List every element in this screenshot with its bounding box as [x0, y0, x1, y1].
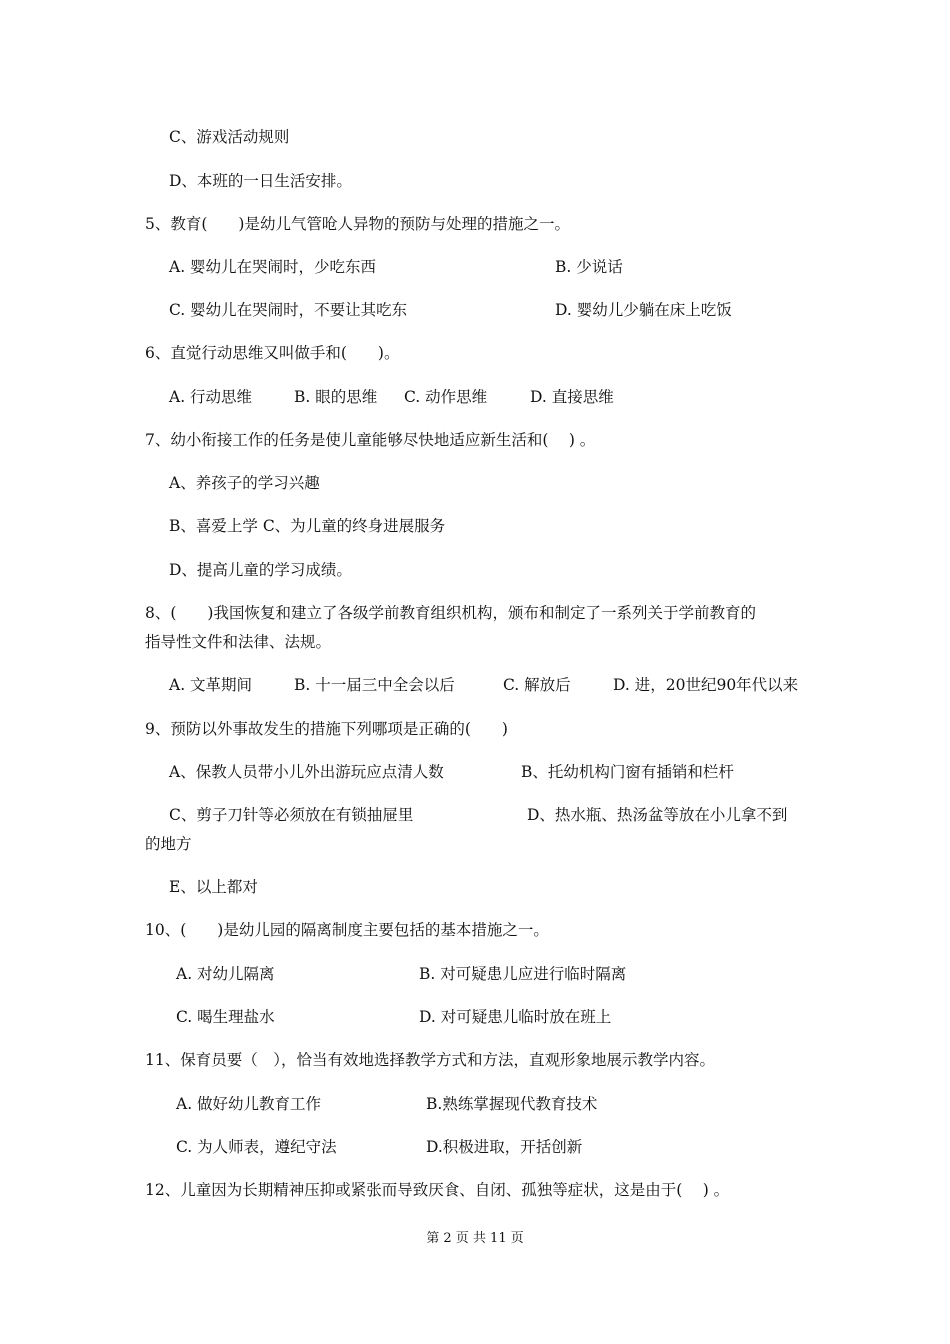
question-8-option-b: B. 十一届三中全会以后: [294, 676, 455, 694]
question-9-option-a: A、保教人员带小儿外出游玩应点清人数: [169, 763, 444, 781]
option-d-line: D、本班的一日生活安排。: [169, 172, 352, 190]
question-5-option-d: D. 婴幼儿少躺在床上吃饭: [555, 301, 732, 319]
question-7: 7、幼小衔接工作的任务是使儿童能够尽快地适应新生活和( ) 。: [145, 431, 596, 449]
question-7-option-bc: B、喜爱上学 C、为儿童的终身进展服务: [169, 517, 446, 535]
question-8-continued: 指导性文件和法律、法规。: [145, 633, 332, 651]
question-11-option-a: A. 做好幼儿教育工作: [176, 1095, 322, 1113]
question-8-option-d: D. 进，20世纪90年代以来: [613, 676, 799, 694]
question-5: 5、教育( )是幼儿气管呛人异物的预防与处理的措施之一。: [145, 215, 570, 233]
option-c-line: C、游戏活动规则: [169, 128, 290, 146]
question-9-option-c: C、剪子刀针等必须放在有锁抽屉里: [169, 806, 414, 824]
question-7-option-a: A、养孩子的学习兴趣: [169, 474, 320, 492]
question-5-option-b: B. 少说话: [555, 258, 623, 276]
question-5-option-c: C. 婴幼儿在哭闹时，不要让其吃东: [169, 301, 408, 319]
question-11-option-b: B.熟练掌握现代教育技术: [426, 1095, 598, 1113]
question-8-option-c: C. 解放后: [503, 676, 571, 694]
question-9-option-e: E、以上都对: [169, 878, 258, 896]
question-9: 9、预防以外事故发生的措施下列哪项是正确的( ): [145, 720, 508, 738]
question-6-option-c: C. 动作思维: [404, 388, 488, 406]
question-12: 12、儿童因为长期精神压抑或紧张而导致厌食、自闭、孤独等症状，这是由于( ) 。: [145, 1181, 730, 1199]
question-6-option-a: A. 行动思维: [169, 388, 253, 406]
question-11-option-d: D.积极进取，开括创新: [426, 1138, 583, 1156]
question-6-option-b: B. 眼的思维: [294, 388, 378, 406]
page-footer: 第 2 页 共 11 页: [426, 1231, 524, 1246]
question-11: 11、保育员要（ ），恰当有效地选择教学方式和方法，直观形象地展示教学内容。: [145, 1051, 715, 1069]
question-7-option-d: D、提高儿童的学习成绩。: [169, 561, 352, 579]
question-6-option-d: D. 直接思维: [530, 388, 614, 406]
question-10-option-a: A. 对幼儿隔离: [176, 965, 275, 983]
question-5-option-a: A. 婴幼儿在哭闹时，少吃东西: [169, 258, 377, 276]
question-9-option-b: B、托幼机构门窗有插销和栏杆: [521, 763, 734, 781]
question-11-option-c: C. 为人师表，遵纪守法: [176, 1138, 337, 1156]
question-10-option-b: B. 对可疑患儿应进行临时隔离: [419, 965, 627, 983]
question-10: 10、( )是幼儿园的隔离制度主要包括的基本措施之一。: [145, 921, 549, 939]
question-6: 6、直觉行动思维又叫做手和( )。: [145, 344, 400, 362]
question-8-option-a: A. 文革期间: [169, 676, 253, 694]
question-9-option-d: D、热水瓶、热汤盆等放在小儿拿不到: [527, 806, 788, 824]
question-10-option-c: C. 喝生理盐水: [176, 1008, 275, 1026]
question-9-option-d-continued: 的地方: [145, 835, 192, 853]
question-8: 8、( )我国恢复和建立了各级学前教育组织机构，颁布和制定了一系列关于学前教育的: [145, 604, 756, 622]
question-10-option-d: D. 对可疑患儿临时放在班上: [419, 1008, 612, 1026]
